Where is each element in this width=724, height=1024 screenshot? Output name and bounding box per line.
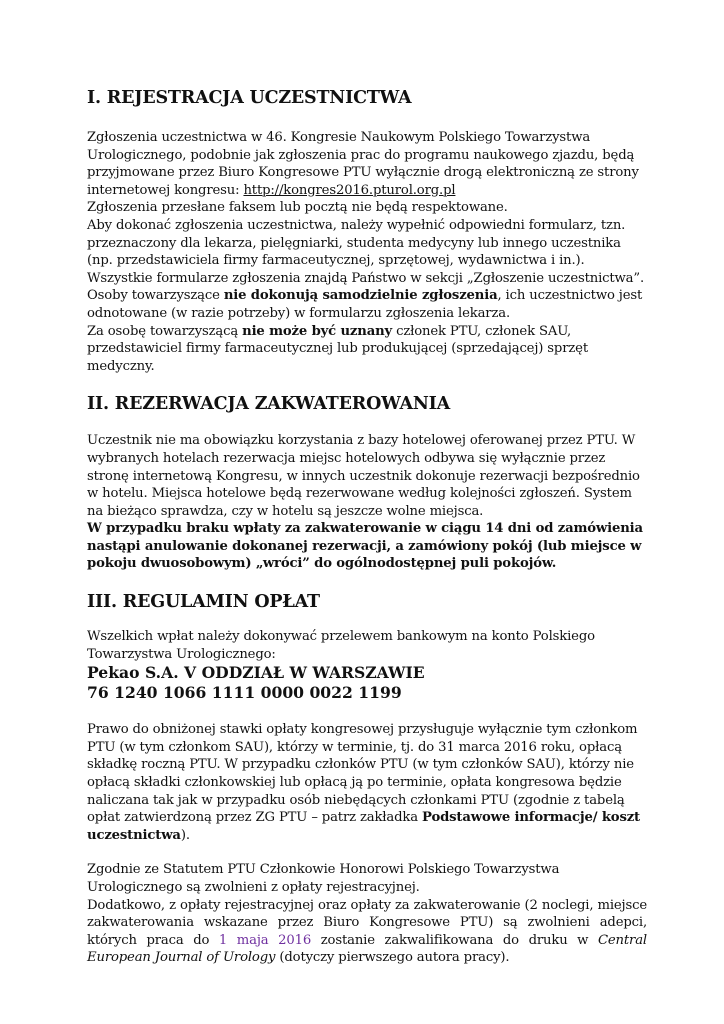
journal-title: Central European Journal of Urology — [87, 932, 647, 966]
section-3-paragraph-3: Zgodnie ze Statutem PTU Członkowie Honorowi Polskiego Towarzystwa Urologicznego są zwolnieni z opłaty rejestracyjnej. — [87, 862, 560, 895]
bank-name: Pekao S.A. V ODDZIAŁ W WARSZAWIE — [87, 663, 425, 683]
section-3-heading: III. REGULAMIN OPŁAT — [87, 592, 320, 613]
section-2-paragraph-2: W przypadku braku wpłaty za zakwaterowanie w ciągu 14 dni od zamówienia nastąpi anulowanie dokonanej rezerwacji, a zamówiony pokój (lub miejsce w pokoju dwuosobowym) „wróci” do ogólnodostępnej puli pokojów. — [87, 521, 643, 572]
section-1-paragraph-5: Za osobę towarzyszącą nie może być uznany członek PTU, członek SAU, przedstawiciel firmy farmaceutycznej lub produkującej (sprzedającej) sprzęt medyczny. — [87, 323, 588, 374]
section-3-paragraph-1: Wszelkich wpłat należy dokonywać przelewem bankowym na konto Polskiego Towarzystwa Urologicznego: — [87, 629, 595, 662]
deadline-date: 1 maja 2016 — [218, 932, 312, 948]
section-1-paragraph-1: Zgłoszenia uczestnictwa w 46. Kongresie Naukowym Polskiego Towarzystwa Urologicznego, podobnie jak zgłoszenia prac do programu naukowego zjazdu, będą przyjmowane przez Biuro Kongresowe PTU wyłącznie drogą elektroniczną ze strony internetowej kongresu: http://kongres2016.pturol.org.pl — [87, 130, 639, 198]
section-1-paragraph-2: Zgłoszenia przesłane faksem lub pocztą nie będą respektowane. — [87, 200, 508, 216]
section-3-paragraph-4: Dodatkowo, z opłaty rejestracyjnej oraz opłaty za zakwaterowanie (2 noclegi, miejsce zakwaterowania wskazane przez Biuro Kongresowe PTU) są zwolnieni adepci, których praca do 1 maja 2016 zostanie zakwalifikowana do druku w Central European Journal of Urology (dotyczy pierwszego autora pracy). — [87, 897, 647, 966]
bank-account-number: 76 1240 1066 1111 0000 0022 1199 — [87, 683, 402, 703]
section-2-paragraph-1: Uczestnik nie ma obowiązku korzystania z bazy hotelowej oferowanej przez PTU. W wybranych hotelach rezerwacja miejsc hotelowych odbywa się wyłącznie przez stronę internetową Kongresu, w innych uczestnik dokonuje rezerwacji bezpośrednio w hotelu. Miejsca hotelowe będą rezerwowane według kolejności zgłoszeń. System na bieżąco sprawdza, czy w hotelu są jeszcze wolne miejsca. — [87, 433, 640, 519]
section-1-paragraph-4: Osoby towarzyszące nie dokonują samodzielnie zgłoszenia, ich uczestnictwo jest odnotowane (w razie potrzeby) w formularzu zgłoszenia lekarza. — [87, 288, 643, 321]
congress-website-link[interactable]: http://kongres2016.pturol.org.pl — [243, 182, 456, 198]
section-3-paragraph-2: Prawo do obniżonej stawki opłaty kongresowej przysługuje wyłącznie tym członkom PTU (w tym członkom SAU), którzy w terminie, tj. do 31 marca 2016 roku, opłacą składkę roczną PTU. W przypadku członków PTU (w tym członków SAU), którzy nie opłacą składki członkowskiej lub opłacą ją po terminie, opłata kongresowa będzie naliczana tak jak w przypadku osób niebędących członkami PTU (zgodnie z tabelą opłat zatwierdzoną przez ZG PTU – patrz zakładka Podstawowe informacje/ koszt uczestnictwa). — [87, 722, 641, 843]
section-2-heading: II. REZERWACJA ZAKWATEROWANIA — [87, 394, 451, 415]
section-1-heading: I. REJESTRACJA UCZESTNICTWA — [87, 88, 412, 108]
document-page — [87, 85, 647, 967]
section-1-paragraph-3: Aby dokonać zgłoszenia uczestnictwa, należy wypełnić odpowiedni formularz, tzn. przeznaczony dla lekarza, pielęgniarki, studenta medycyny lub innego uczestnika (np. przedstawiciela firmy farmaceutycznej, sprzętowej, wydawnictwa i in.). Wszystkie formularze zgłoszenia znajdą Państwo w sekcji „Zgłoszenie uczestnictwa”. — [87, 217, 645, 286]
